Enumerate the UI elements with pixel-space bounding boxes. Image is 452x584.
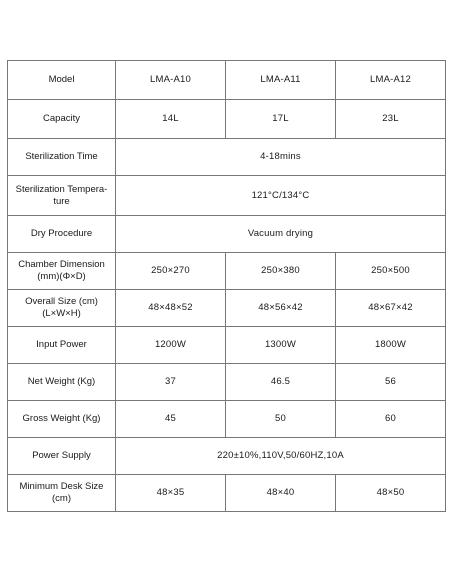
row-label: Capacity bbox=[8, 100, 116, 139]
table-row-model bbox=[8, 61, 446, 100]
value-cell: 14L bbox=[116, 100, 226, 139]
value-cell: 56 bbox=[336, 364, 446, 401]
row-label-line: Minimum Desk Size bbox=[19, 481, 104, 492]
row-label-line: ture bbox=[53, 195, 70, 207]
row-label bbox=[8, 290, 116, 327]
table-row-minimum-desk-size bbox=[8, 475, 446, 512]
value-cell: 48×56×42 bbox=[226, 290, 336, 327]
table-row-chamber-dimension bbox=[8, 253, 446, 290]
table-row-power-supply bbox=[8, 438, 446, 475]
table-row-sterilization-time bbox=[8, 139, 446, 176]
value-cell: 250×380 bbox=[226, 253, 336, 290]
row-label-line: (cm) bbox=[52, 493, 71, 504]
value-cell: 1200W bbox=[116, 327, 226, 364]
value-cell: 50 bbox=[226, 401, 336, 438]
table-row-overall-size bbox=[8, 290, 446, 327]
row-label: Gross Weight (Kg) bbox=[8, 401, 116, 438]
value-cell: 48×50 bbox=[336, 475, 446, 512]
value-cell: 1300W bbox=[226, 327, 336, 364]
value-cell: 45 bbox=[116, 401, 226, 438]
table-row-gross-weight bbox=[8, 401, 446, 438]
value-cell: 48×48×52 bbox=[116, 290, 226, 327]
value-cell: 46.5 bbox=[226, 364, 336, 401]
row-label-line: Chamber Dimension bbox=[18, 259, 105, 270]
row-label: Net Weight (Kg) bbox=[8, 364, 116, 401]
value-cell: 250×500 bbox=[336, 253, 446, 290]
value-cell: 37 bbox=[116, 364, 226, 401]
model-cell: LMA-A11 bbox=[226, 61, 336, 100]
row-label-line: Sterilization Tempera- bbox=[15, 183, 108, 195]
row-label: Model bbox=[8, 61, 116, 100]
model-cell: LMA-A10 bbox=[116, 61, 226, 100]
row-label: Input Power bbox=[8, 327, 116, 364]
model-cell: LMA-A12 bbox=[336, 61, 446, 100]
value-cell: 48×40 bbox=[226, 475, 336, 512]
row-label: Sterilization Time bbox=[8, 139, 116, 176]
value-cell: 250×270 bbox=[116, 253, 226, 290]
table-row-dry-procedure bbox=[8, 216, 446, 253]
row-label-line: (mm)(Φ×D) bbox=[37, 271, 86, 282]
row-label bbox=[8, 253, 116, 290]
row-label-line: Overall Size (cm) bbox=[25, 296, 98, 307]
row-label-line: (L×W×H) bbox=[42, 308, 81, 319]
value-cell: 17L bbox=[226, 100, 336, 139]
span-value-cell: 4-18mins bbox=[116, 139, 446, 176]
value-cell: 60 bbox=[336, 401, 446, 438]
table-row-input-power bbox=[8, 327, 446, 364]
value-cell: 1800W bbox=[336, 327, 446, 364]
span-value-cell: 121°C/134°C bbox=[116, 176, 446, 216]
span-value-cell: Vacuum drying bbox=[116, 216, 446, 253]
table-row-capacity bbox=[8, 100, 446, 139]
row-label: Power Supply bbox=[8, 438, 116, 475]
value-cell: 48×35 bbox=[116, 475, 226, 512]
value-cell: 48×67×42 bbox=[336, 290, 446, 327]
spec-table bbox=[7, 60, 446, 512]
row-label: Dry Procedure bbox=[8, 216, 116, 253]
span-value-cell: 220±10%,110V,50/60HZ,10A bbox=[116, 438, 446, 475]
table-row-net-weight bbox=[8, 364, 446, 401]
value-cell: 23L bbox=[336, 100, 446, 139]
row-label bbox=[8, 176, 116, 216]
table-row-sterilization-temperature bbox=[8, 176, 446, 216]
row-label bbox=[8, 475, 116, 512]
